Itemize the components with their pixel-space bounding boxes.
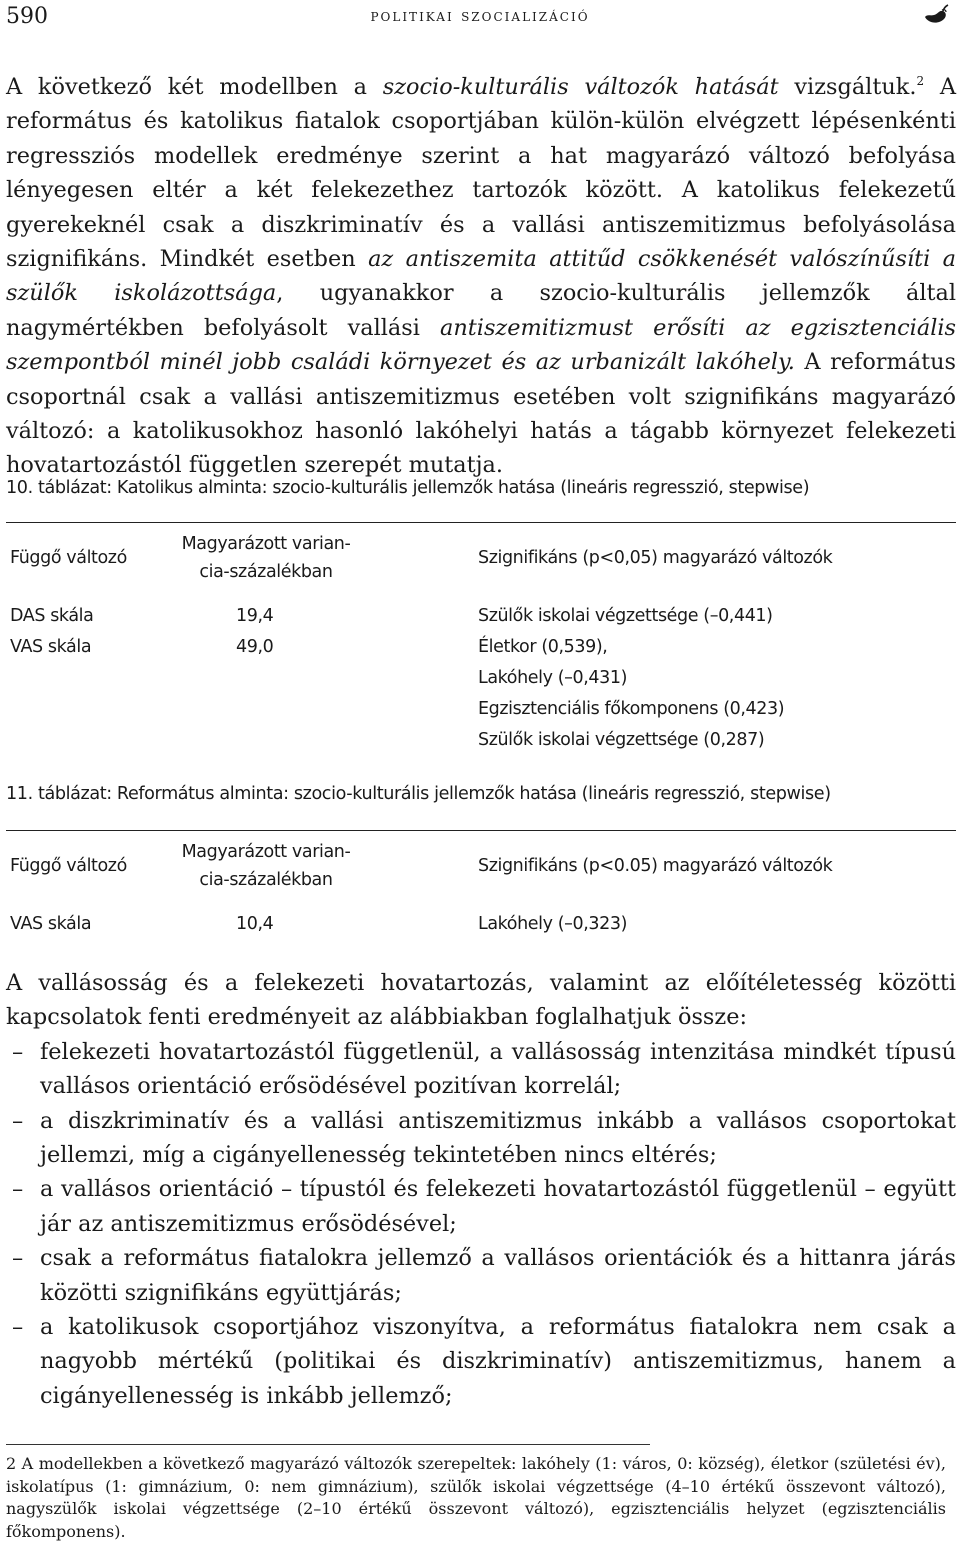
table-reformed	[6, 838, 956, 945]
table-rule	[6, 522, 956, 523]
header-explained-variance: Magyarázott varian- cia-százalékban	[181, 842, 351, 890]
running-head: politikai szocializáció	[370, 6, 590, 26]
table-row: VAS skála 10,4 Lakóhely (–0,323)	[10, 914, 628, 934]
intro-paragraph: A következő két modellben a szocio-kulturális változók hatását vizsgáltuk.$^2$ A református és katolikus fiatalok csoportjában külön-külön elvégzett lépésenkénti regressziós modellek eredménye szerint a hat magyarázó változó befolyása lényegesen eltér a két felekezethez tartozók között. A katolikus felekezetű gyerekeknél csak a diszkriminatív és a vallási antiszemitizmus befolyásolása szignifikáns. Mindkét esetben az antiszemita attitűd csökkenését valószínűsíti a szülők iskolázottsága, ugyanakkor a szocio-kulturális jellemzők által nagymértékben befolyásolt vallási antiszemitizmust erősíti az egzisztenciális szempontból minél jobb családi környezet és az urbanizált lakóhely. A református csoportnál csak a vallási antiszemitizmus esetében volt szignifikáns magyarázó változó: a katolikusokhoz hasonló lakóhelyi hatás a tágabb környezet felekezeti hovatartozástól független szerepét mutatja.	[6, 74, 957, 479]
footnote-rule	[6, 1444, 650, 1445]
list-item: – felekezeti hovatartozástól függetlenül, a vallásosság intenzitása mindkét típusú vallásos orientáció erősödésével pozitívan korrelál;	[12, 1038, 956, 1100]
footnote-ref[interactable]: 2	[916, 74, 925, 88]
table-row: Egzisztenciális főkomponens (0,423)	[478, 699, 785, 719]
header-dependent-variable: Függő változó	[10, 548, 127, 568]
table-caption: 10. táblázat: Katolikus alminta: szocio-kulturális jellemzők hatása (lineáris regresszió, stepwise)	[6, 478, 810, 498]
list-item: – a vallásos orientáció – típustól és felekezeti hovatartozástól függetlenül – együtt jár az antiszemitizmus erősödésével;	[12, 1176, 956, 1237]
header-dependent-variable: Függő változó	[10, 856, 127, 876]
page-header	[0, 0, 960, 40]
footnote-text: 2 A modellekben a következő magyarázó változók szerepeltek: lakóhely (1: város, 0: község), életkor (születési év), iskolatípus (1: gimnázium, 0: nem gimnázium), szülők iskolai végzettsége (4–10 értékű összevont változó), nagyszülők iskolai végzettsége (2–10 értékű összevont változó), egzisztenciális helyzet (egzisztenciális főkomponens).	[6, 1454, 946, 1541]
table-row: Szülők iskolai végzettsége (0,287)	[478, 730, 765, 750]
header-significant-variables: Szignifikáns (p<0.05) magyarázó változók	[478, 856, 833, 876]
list-item: – csak a református fiatalokra jellemző a vallásos orientációk és a hittanra járás közötti szignifikáns együttjárás;	[12, 1245, 956, 1306]
list-item: – a katolikusok csoportjához viszonyítva, a református fiatalokra nem csak a nagyobb mértékű (politikai és diszkriminatív) antiszemitizmus, hanem a cigányellenesség is inkább jellemző;	[12, 1314, 956, 1409]
summary-list	[6, 1035, 956, 1413]
summary-intro: A vallásosság és a felekezeti hovatartozás, valamint az előítéletesség közötti kapcsolatok fenti eredményeit az alábbiakban foglalhatjuk össze:	[6, 970, 956, 1031]
table-header	[6, 838, 956, 898]
table-header	[6, 530, 956, 590]
summary-section	[6, 966, 956, 1413]
footnote	[6, 1453, 946, 1543]
table-catholic	[6, 530, 956, 761]
table-row: VAS skála 49,0 Életkor (0,539),	[10, 637, 608, 657]
table-row: DAS skála 19,4 Szülők iskolai végzettsége (–0,441)	[10, 606, 773, 626]
table-row: Lakóhely (–0,431)	[478, 668, 628, 688]
table-caption: 11. táblázat: Református alminta: szocio-kulturális jellemzők hatása (lineáris regresszió, stepwise)	[6, 784, 831, 804]
header-significant-variables: Szignifikáns (p<0,05) magyarázó változók	[478, 548, 833, 568]
header-explained-variance: Magyarázott varian- cia-százalékban	[181, 534, 351, 582]
table-rule	[6, 830, 956, 831]
pepper-icon	[922, 3, 950, 27]
page-number: 590	[6, 4, 48, 29]
list-item: – a diszkriminatív és a vallási antiszemitizmus inkább a vallásos csoportokat jellemzi, míg a cigányellenesség tekintetében nincs eltérés;	[12, 1107, 956, 1169]
